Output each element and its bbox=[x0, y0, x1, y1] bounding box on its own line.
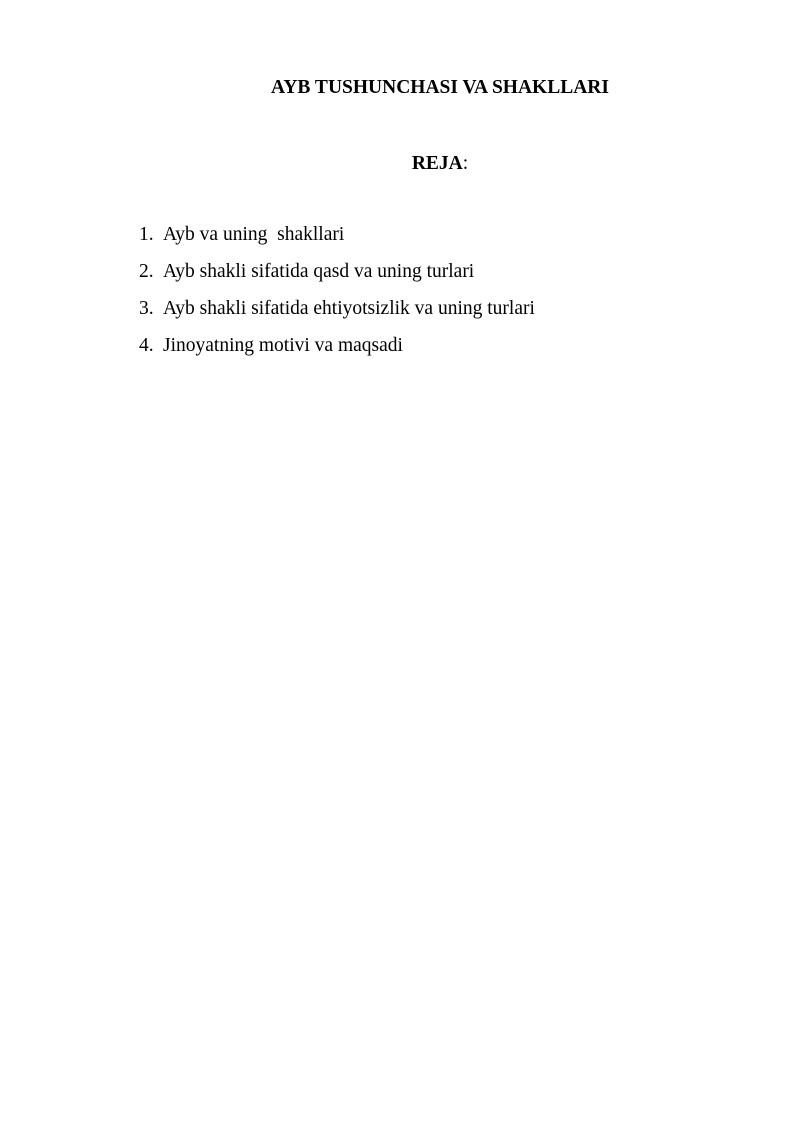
plan-heading bbox=[0, 153, 800, 175]
plan-item bbox=[139, 261, 535, 298]
plan-item-number: 1. bbox=[139, 224, 154, 245]
plan-item bbox=[139, 224, 535, 261]
plan-item-text: Ayb shakli sifatida qasd va uning turlari bbox=[163, 261, 475, 282]
plan-item-text: Jinoyatning motivi va maqsadi bbox=[163, 335, 403, 356]
plan-item-text: Ayb va uning shakllari bbox=[163, 224, 345, 245]
plan-item bbox=[139, 298, 535, 335]
plan-item-text: Ayb shakli sifatida ehtiyotsizlik va uning turlari bbox=[163, 298, 535, 319]
plan-item-number: 2. bbox=[139, 261, 154, 282]
document-title: AYB TUSHUNCHASI VA SHAKLLARI bbox=[271, 77, 609, 98]
plan-item-number: 4. bbox=[139, 335, 154, 356]
plan-item-number: 3. bbox=[139, 298, 154, 319]
plan-heading-label: REJA bbox=[411, 153, 463, 174]
plan-heading-colon: : bbox=[462, 153, 469, 174]
plan-item bbox=[139, 335, 535, 372]
plan-list bbox=[139, 224, 535, 372]
